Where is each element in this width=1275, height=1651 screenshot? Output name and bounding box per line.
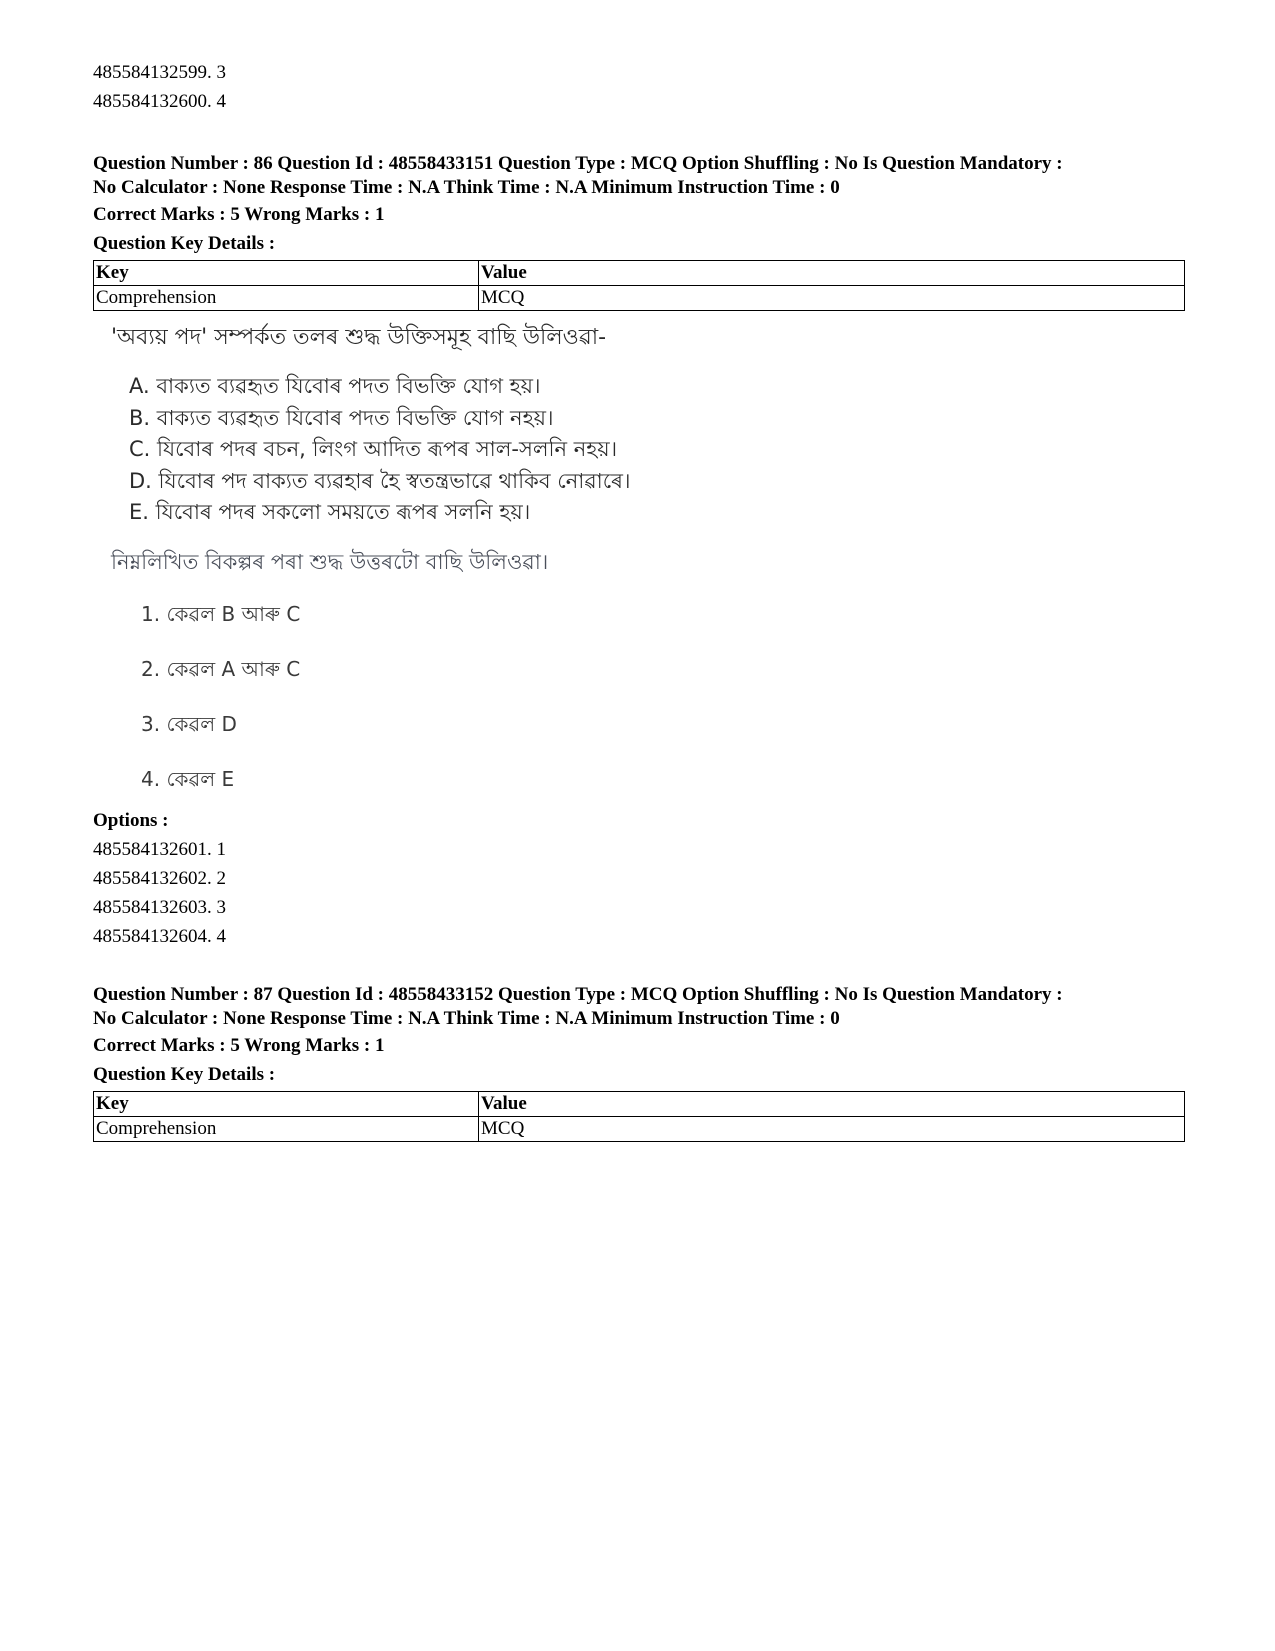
statement-d: D. যিবোৰ পদ বাক্যত ব্যৱহাৰ হৈ স্বতন্ত্ৰভাৱে থাকিব নোৱাৰে। bbox=[129, 468, 631, 493]
question-instruction: নিম্নলিখিত বিকল্পৰ পৰা শুদ্ধ উত্তৰটো বাছি উলিওৱা। bbox=[111, 549, 549, 574]
answer-choice-1: 1. কেৱল B আৰু C bbox=[141, 601, 301, 626]
question-image bbox=[111, 323, 1185, 794]
marks-line: Correct Marks : 5 Wrong Marks : 1 bbox=[93, 1034, 385, 1056]
table-header-value: Value bbox=[479, 1091, 1185, 1116]
options-label: Options : bbox=[93, 809, 169, 831]
document-page bbox=[93, 58, 1185, 1142]
option-line: 485584132604. 4 bbox=[93, 925, 226, 947]
key-details-label: Question Key Details : bbox=[93, 233, 276, 254]
table-header-key: Key bbox=[94, 261, 479, 286]
marks-line: Correct Marks : 5 Wrong Marks : 1 bbox=[93, 204, 385, 225]
statement-b: B. বাক্যত ব্যৱহৃত যিবোৰ পদত বিভক্তি যোগ নহয়। bbox=[129, 405, 554, 430]
table-header-row bbox=[94, 261, 1185, 286]
answer-choice-3: 3. কেৱল D bbox=[141, 711, 237, 736]
question-86 bbox=[93, 152, 1185, 951]
question-87 bbox=[93, 983, 1185, 1142]
question-header-line2: No Calculator : None Response Time : N.A Think Time : N.A Minimum Instruction Time : 0 bbox=[93, 177, 840, 198]
table-row bbox=[94, 286, 1185, 311]
statement-a: A. বাক্যত ব্যৱহৃত যিবোৰ পদত বিভক্তি যোগ হয়। bbox=[129, 374, 541, 398]
table-cell-value: MCQ bbox=[479, 286, 1185, 311]
table-header-key: Key bbox=[94, 1091, 479, 1116]
option-line: 485584132600. 4 bbox=[93, 91, 226, 112]
table-cell-key: Comprehension bbox=[94, 286, 479, 311]
key-details-table bbox=[93, 1091, 1185, 1142]
table-header-value: Value bbox=[479, 261, 1185, 286]
option-line: 485584132601. 1 bbox=[93, 838, 226, 860]
option-line: 485584132603. 3 bbox=[93, 896, 226, 918]
answer-choice-4: 4. কেৱল E bbox=[141, 766, 235, 791]
table-cell-key: Comprehension bbox=[94, 1116, 479, 1141]
table-cell-value: MCQ bbox=[479, 1116, 1185, 1141]
question-header-line1: Question Number : 87 Question Id : 48558433152 Question Type : MCQ Option Shuffling : No Is Question Mandatory : bbox=[93, 983, 1063, 1005]
statement-e: E. যিবোৰ পদৰ সকলো সময়তে ৰূপৰ সলনি হয়। bbox=[129, 500, 531, 524]
option-line: 485584132602. 2 bbox=[93, 867, 226, 889]
key-details-label: Question Key Details : bbox=[93, 1063, 276, 1085]
question-header-line1: Question Number : 86 Question Id : 48558433151 Question Type : MCQ Option Shuffling : No Is Question Mandatory : bbox=[93, 153, 1063, 174]
table-row bbox=[94, 1116, 1185, 1141]
option-line: 485584132599. 3 bbox=[93, 62, 226, 83]
question-stem: 'অব্যয় পদ' সম্পৰ্কত তলৰ শুদ্ধ উক্তিসমূহ বাছি উলিওৱা- bbox=[111, 325, 607, 350]
key-details-table bbox=[93, 260, 1185, 311]
statement-c: C. যিবোৰ পদৰ বচন, লিংগ আদিত ৰূপৰ সাল-সলনি নহয়। bbox=[129, 437, 618, 461]
question-header-line2: No Calculator : None Response Time : N.A Think Time : N.A Minimum Instruction Time : 0 bbox=[93, 1007, 840, 1029]
answer-choice-2: 2. কেৱল A আৰু C bbox=[141, 656, 301, 681]
table-header-row bbox=[94, 1091, 1185, 1116]
